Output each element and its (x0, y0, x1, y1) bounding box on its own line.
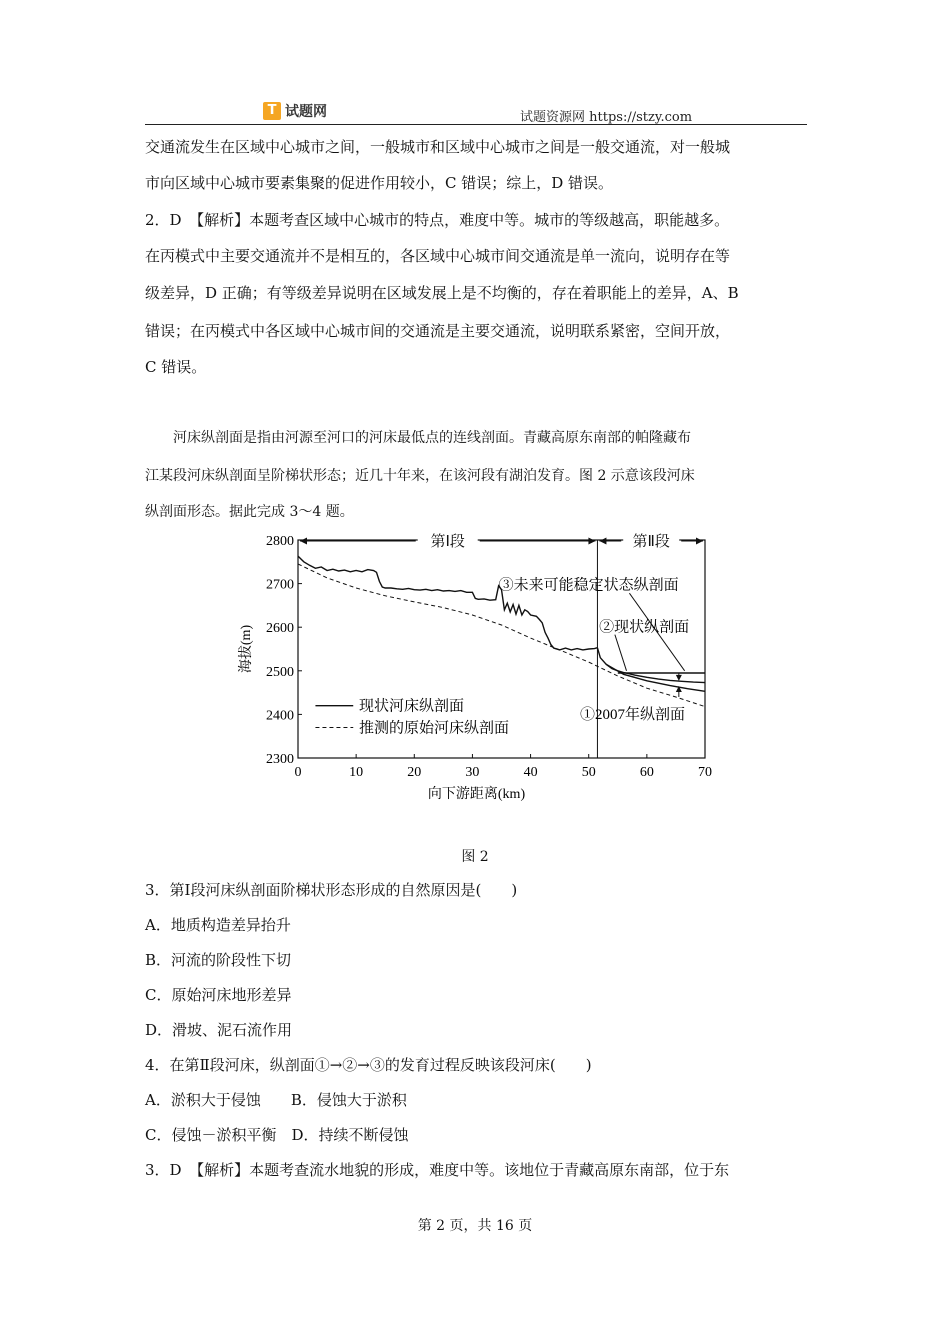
segment-arrowhead (588, 538, 595, 545)
segment-label: 第Ⅰ段 (430, 534, 465, 550)
x-axis-label: 向下游距离(km) (427, 787, 526, 802)
x-tick-label: 70 (698, 765, 712, 780)
current-profile-line (597, 648, 705, 683)
x-tick-label: 20 (407, 765, 422, 780)
y-tick-label: 2300 (266, 752, 294, 767)
site-url[interactable]: 试题资源网 https://stzy.com (520, 110, 693, 125)
figure-caption: 图 2 (461, 849, 489, 865)
question-3: 3．第Ⅰ段河床纵剖面阶梯状形态形成的自然原因是( ) (145, 881, 518, 899)
page-header (145, 100, 807, 125)
y-axis-label: 海拔(m) (239, 624, 254, 674)
option-3c: C．原始河床地形差异 (145, 986, 292, 1004)
x-tick-label: 40 (523, 765, 538, 780)
page-footer: 第 2 页，共 16 页 (417, 1218, 533, 1234)
answer-3-line: 3．D 【解析】本题考查流水地貌的形成，难度中等。该地位于青藏高原东南部，位于东 (145, 1161, 730, 1179)
answer-2-line: 2．D 【解析】本题考查区域中心城市的特点，难度中等。城市的等级越高，职能越多。 (145, 211, 730, 229)
body-line: 在丙模式中主要交通流并不是相互的，各区域中心城市间交通流是单一流向，说明存在等 (145, 247, 731, 265)
y-tick-label: 2700 (266, 577, 294, 593)
x-tick-label: 60 (639, 765, 654, 780)
option-4ab: A．淤积大于侵蚀 B．侵蚀大于淤积 (145, 1091, 407, 1109)
option-3b: B．河流的阶段性下切 (145, 951, 292, 969)
y-tick-label: 2800 (266, 534, 294, 549)
body-line: 错误；在丙模式中各区域中心城市间的交通流是主要交通流，说明联系紧密，空间开放， (145, 322, 731, 340)
body-line: C 错误。 (145, 358, 207, 376)
x-tick-label: 50 (581, 765, 596, 780)
option-3d: D．滑坡、泥石流作用 (145, 1021, 293, 1039)
option-4cd: C．侵蚀－淤积平衡 D．持续不断侵蚀 (145, 1126, 409, 1144)
annotation-current-profile: ②现状纵剖面 (599, 619, 690, 636)
option-3a: A．地质构造差异抬升 (145, 916, 291, 934)
x-tick-label: 30 (465, 765, 480, 780)
x-tick-label: 10 (349, 765, 364, 780)
body-line: 市向区域中心城市要素集聚的促进作用较小，C 错误；综上，D 错误。 (145, 174, 614, 192)
current-riverbed-line (298, 556, 597, 650)
y-tick-label: 2500 (266, 664, 294, 680)
site-logo[interactable] (263, 101, 327, 121)
passage-line: 纵剖面形态。据此完成 3～4 题。 (145, 504, 354, 520)
legend-label: 现状河床纵剖面 (359, 698, 465, 715)
logo-icon: T (263, 102, 281, 120)
segment-arrowhead (599, 538, 606, 545)
segment-label: 第Ⅱ段 (632, 534, 670, 550)
annotation-future-profile: ③未来可能稳定状态纵剖面 (498, 577, 679, 594)
body-line: 级差异，D 正确；有等级差异说明在区域发展上是不均衡的，存在着职能上的差异，A、B (145, 284, 739, 302)
legend-label: 推测的原始河床纵剖面 (359, 720, 510, 737)
y-tick-label: 2600 (266, 621, 294, 637)
annotation-leader (615, 635, 627, 671)
passage-line: 江某段河床纵剖面呈阶梯状形态；近几十年来，在该河段有湖泊发育。图 2 示意该段河床 (145, 468, 695, 484)
question-4: 4．在第Ⅱ段河床，纵剖面①→②→③的发育过程反映该段河床( ) (145, 1056, 592, 1074)
passage-line: 河床纵剖面是指由河源至河口的河床最低点的连线剖面。青藏高原东南部的帕隆藏布 (145, 430, 691, 446)
river-profile-chart (230, 528, 730, 818)
segment-arrowhead (696, 538, 703, 545)
annotation-2007-profile: ①2007年纵剖面 (579, 707, 686, 724)
logo-text: 试题网 (285, 104, 327, 120)
change-arrowhead (676, 675, 682, 681)
y-tick-label: 2400 (266, 708, 294, 724)
x-tick-label: 0 (294, 765, 302, 780)
segment-arrowhead (300, 538, 307, 545)
body-line: 交通流发生在区域中心城市之间，一般城市和区域中心城市之间是一般交通流，对一般城 (145, 138, 731, 156)
